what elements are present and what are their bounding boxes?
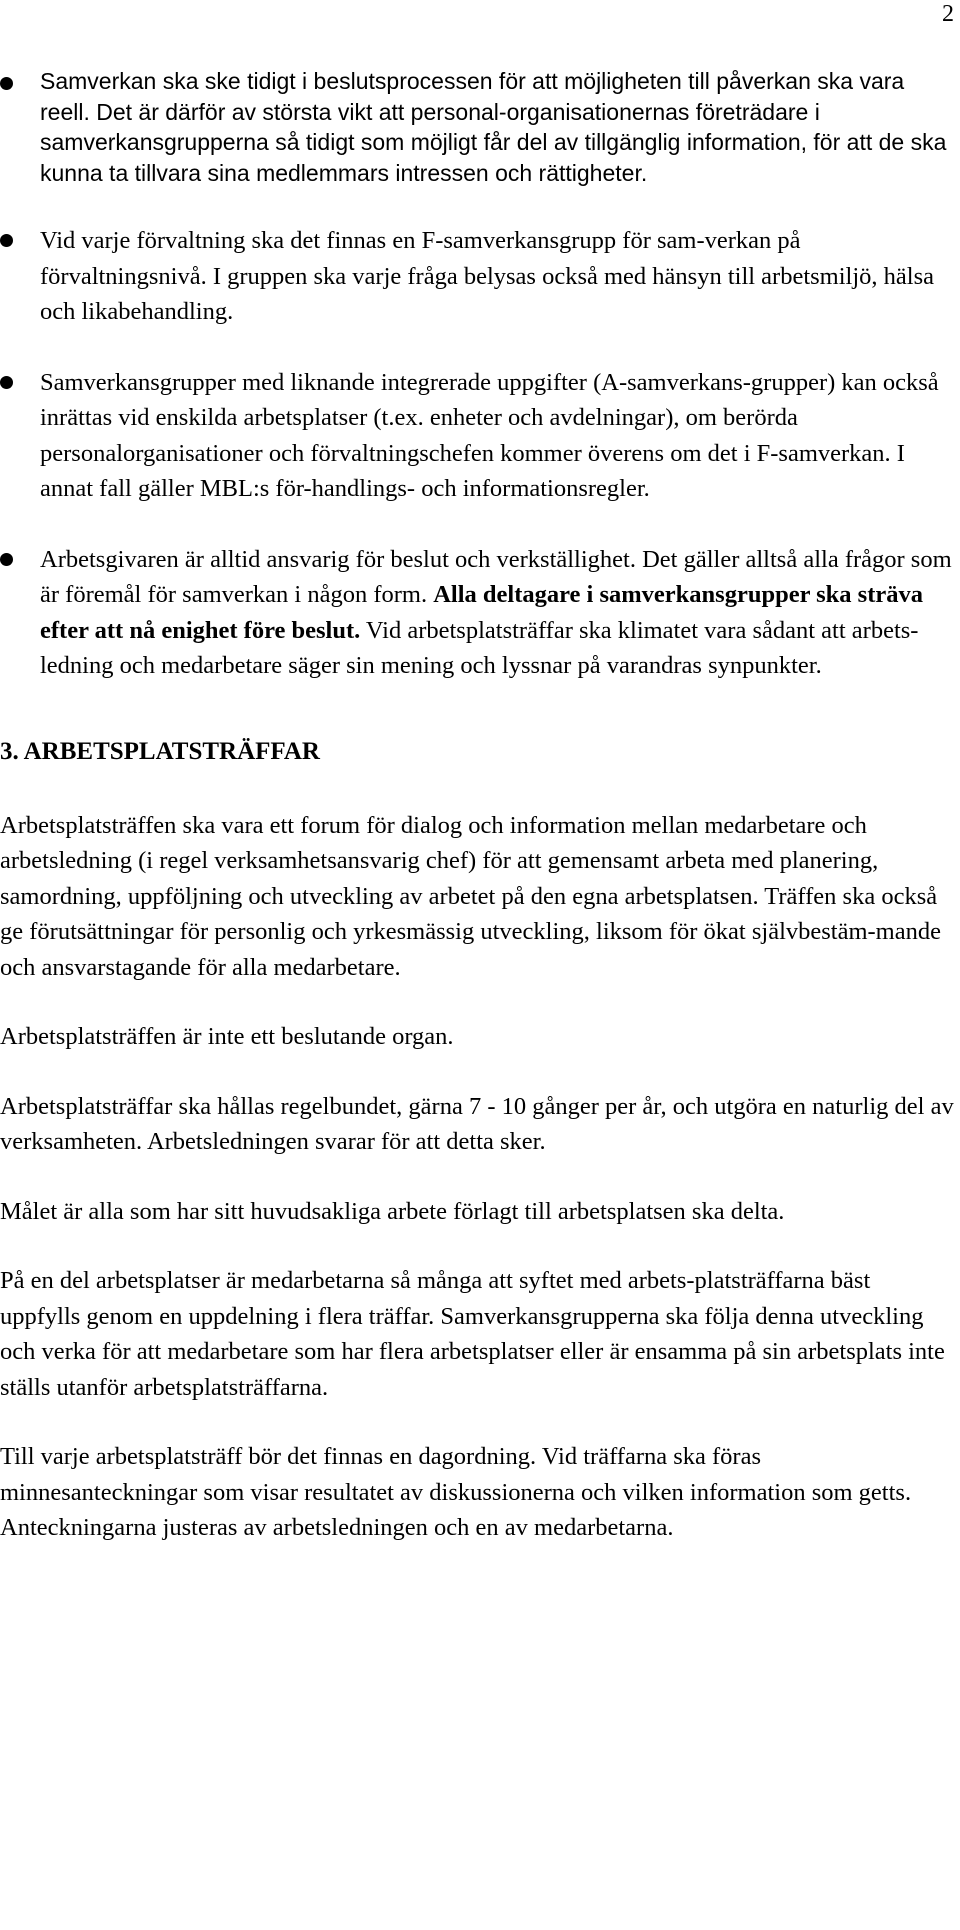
bullet-item-2 bbox=[0, 223, 956, 330]
section-heading: 3. ARBETSPLATSTRÄFFAR bbox=[0, 737, 320, 765]
page-number: 2 bbox=[942, 1, 954, 27]
section-paragraph-1: Arbetsplatsträffen ska vara ett forum för dialog och information mellan medarbetare och arbetsledning (i regel verksamhetsansvarig chef) för att gemensamt arbeta med planering, samordning, uppföljning och utveckling av arbetet på den egna arbetsplatsen. Träffen ska också ge förutsättningar för personlig och yrkesmässig utveckling, liksom för ökat självbestäm-mande och ansvarstagande för alla medarbetare. bbox=[0, 811, 941, 981]
document-body bbox=[0, 66, 956, 1580]
bullet-text-lead: Arbetsgivaren är alltid ansvarig för beslut och verkställighet. Det gäller alltså alla frågor som är föremål för samverkan i någon form. bbox=[40, 545, 952, 608]
section-paragraph-2: Arbetsplatsträffen är inte ett beslutande organ. bbox=[0, 1023, 454, 1050]
bullet-dot-icon bbox=[0, 376, 13, 389]
bullet-text: Samverkan ska ske tidigt i beslutsprocessen för att möjligheten till påverkan ska vara reell. Det är därför av största vikt att personal-organisationernas företrädare i samverkansgrupperna så tidigt som möjligt får del av tillgänglig information, för att de ska kunna ta tillvara sina medlemmars intressen och rättigheter. bbox=[40, 68, 947, 186]
bullet-text: Vid varje förvaltning ska det finnas en F-samverkansgrupp för sam-verkan på förvaltningsnivå. I gruppen ska varje fråga belysas också med hänsyn till arbetsmiljö, hälsa och likabehandling. bbox=[40, 227, 934, 325]
bullet-dot-icon bbox=[0, 553, 13, 566]
bullet-item-4 bbox=[0, 542, 956, 684]
section-arbetsplatstraffar bbox=[0, 734, 956, 1546]
section-paragraph-6: Till varje arbetsplatsträff bör det finnas en dagordning. Vid träffarna ska föras minnesanteckningar som visar resultatet av diskussionerna och vilken information som getts. Anteckningarna justeras av arbetsledningen och en av medarbetarna. bbox=[0, 1443, 912, 1541]
bullet-item-1 bbox=[0, 66, 956, 188]
bullet-item-3 bbox=[0, 365, 956, 507]
section-paragraph-5: På en del arbetsplatser är medarbetarna så många att syftet med arbets-platsträffarna bäst uppfylls genom en uppdelning i flera träffar. Samverkansgrupperna ska följa denna utveckling och verka för att medarbetare som har flera arbetsplatser eller är ensamma på sin arbetsplats inte ställs utanför arbetsplatsträffarna. bbox=[0, 1267, 945, 1401]
bullet-text-emphasis: Alla deltagare i samverkansgrupper ska sträva efter att nå enighet före beslut. bbox=[40, 581, 923, 644]
bullet-text: Samverkansgrupper med liknande integrerade uppgifter (A-samverkans-grupper) kan också inrättas vid enskilda arbetsplatser (t.ex. enheter och avdelningar), om berörda personalorganisationer och förvaltningschefen kommer överens om det i F-samverkan. I annat fall gäller MBL:s för-handlings- och informationsregler. bbox=[40, 368, 939, 502]
bullet-text bbox=[40, 542, 956, 684]
section-paragraph-4: Målet är alla som har sitt huvudsakliga arbete förlagt till arbetsplatsen ska delta. bbox=[0, 1197, 785, 1225]
bullet-dot-icon bbox=[0, 77, 13, 90]
bullet-dot-icon bbox=[0, 234, 13, 247]
bullet-list bbox=[0, 66, 956, 684]
section-paragraph-3: Arbetsplatsträffar ska hållas regelbundet, gärna 7 - 10 gånger per år, och utgöra en naturlig del av verksamheten. Arbetsledningen svarar för att detta sker. bbox=[0, 1092, 954, 1155]
bullet-text-tail: Vid arbetsplatsträffar ska klimatet vara sådant att arbets-ledning och medarbetare säger sin mening och lyssnar på varandras synpunkter. bbox=[40, 616, 919, 679]
